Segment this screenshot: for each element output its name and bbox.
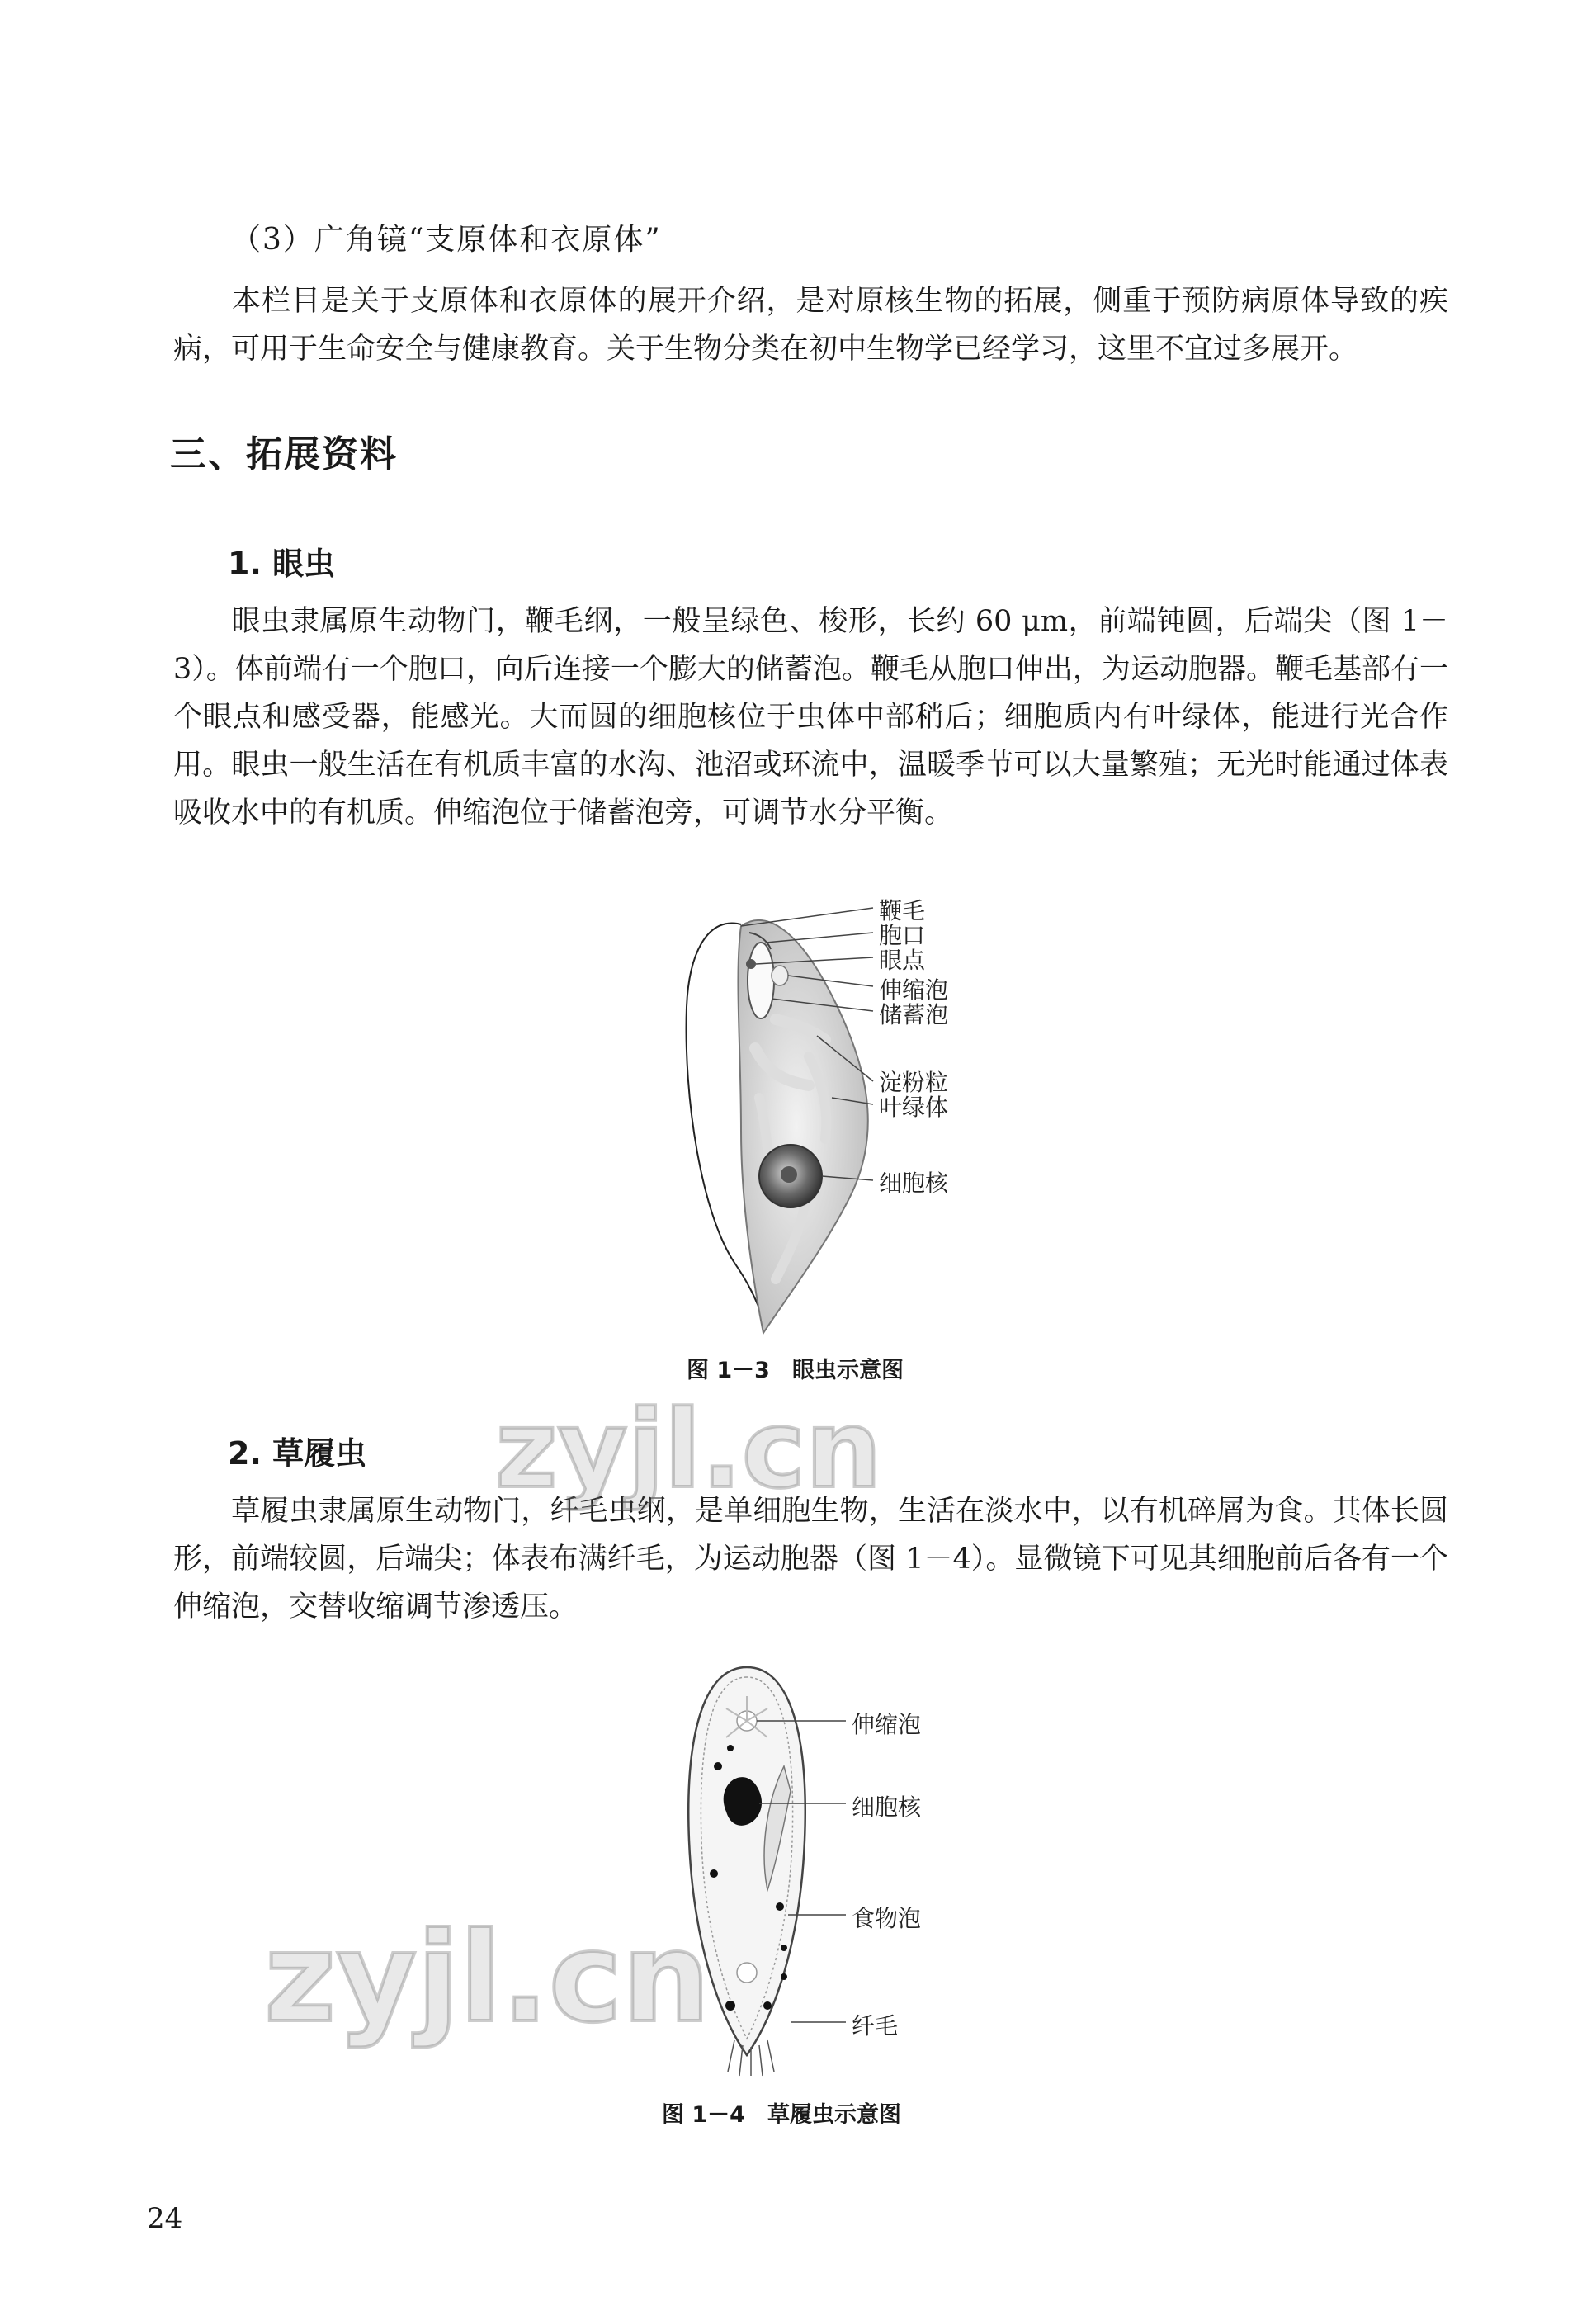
label-contractile-vacuole: 伸缩泡 [879,976,949,1004]
euglena-figure [644,883,1040,1345]
label-chloroplast: 叶绿体 [879,1094,949,1121]
subsection-heading-euglena: 1. 眼虫 [228,546,336,582]
label-nucleus: 细胞核 [879,1170,949,1197]
euglena-illustration [644,883,1040,1345]
paramecium-illustration [668,1659,982,2088]
label-nucleus-2: 细胞核 [852,1794,922,1821]
nucleolus-icon [781,1166,797,1183]
label-flagellum: 鞭毛 [879,897,926,924]
watermark-top: zyjl.cn [495,1387,882,1512]
label-cytostome: 胞口 [879,922,926,949]
paragraph-body: 本栏目是关于支原体和衣原体的展开介绍，是对原核生物的拓展，侧重于预防病原体导致的疾病，可用于生命安全与健康教育。关于生物分类在初中生物学已经学习，这里不宜过多展开。 [173,285,1448,366]
label-eyespot: 眼点 [879,947,926,974]
posterior-vacuole-icon [737,1963,757,1983]
subsection-heading-paramecium: 2. 草履虫 [228,1435,367,1472]
label-contractile-vacuole-2: 伸缩泡 [852,1711,922,1738]
label-starch-grain: 淀粉粒 [879,1069,949,1096]
euglena-description: 眼虫隶属原生动物门，鞭毛纲，一般呈绿色、梭形，长约 60 μm，前端钝圆，后端尖（图 1－3）。体前端有一个胞口，向后连接一个膨大的储蓄泡。鞭毛从胞口伸出，为运动胞器。鞭毛基部有一个眼点和感受器，能感光。大而圆的细胞核位于虫体中部稍后；细胞质内有叶绿体，能进行光合作用。眼虫一般生活在有机质丰富的水沟、池沼或环流中，温暖季节可以大量繁殖；无光时能通过体表吸收水中的有机质。伸缩泡位于储蓄泡旁，可调节水分平衡。 [173,605,1448,829]
reservoir-icon [748,943,774,1018]
paramecium-description: 草履虫隶属原生动物门，纤毛虫纲，是单细胞生物，生活在淡水中，以有机碎屑为食。其体长圆形，前端较圆，后端尖；体表布满纤毛，为运动胞器（图 1－4）。显微镜下可见其细胞前后各有一个伸缩泡，交替收缩调节渗透压。 [173,1495,1448,1623]
figure1-caption: 图 1－3 眼虫示意图 [687,1358,904,1383]
contractile-vacuole-icon [772,966,788,985]
eyespot-icon [746,959,756,969]
watermark-bottom: zyjl.cn [264,1907,711,2050]
page-number: 24 [147,2202,183,2235]
figure2-caption: 图 1－4 草履虫示意图 [662,2102,901,2128]
paragraph-title: （3）广角镜“支原体和衣原体” [231,223,662,257]
paramecium-figure [668,1659,982,2088]
label-reservoir: 储蓄泡 [879,1001,949,1028]
section-heading: 三、拓展资料 [170,433,398,475]
label-cilia: 纤毛 [852,2012,899,2039]
label-food-vacuole: 食物泡 [852,1905,922,1932]
